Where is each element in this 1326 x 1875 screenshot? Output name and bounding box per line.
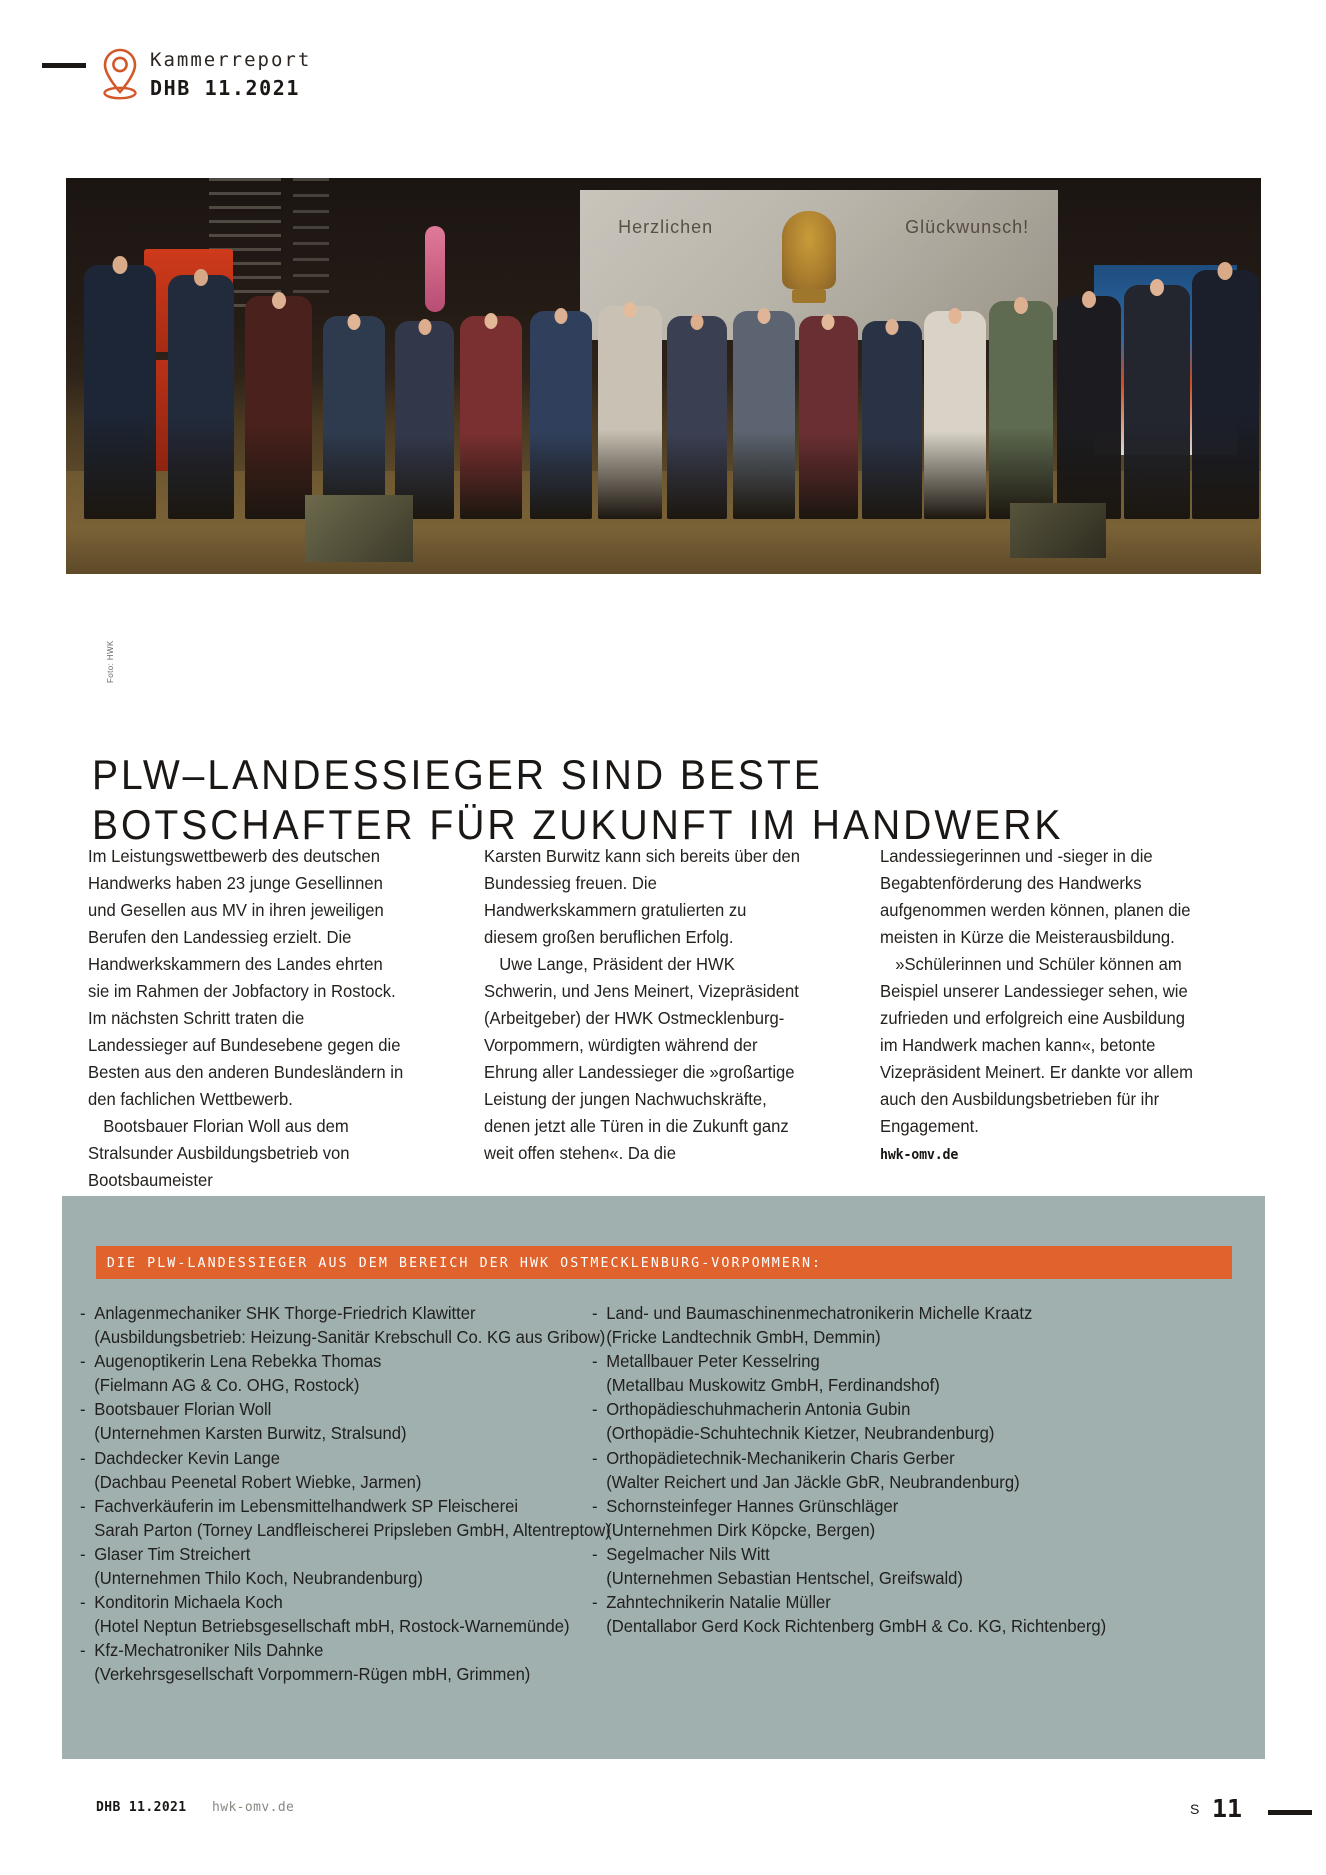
headline-line-1: PLW–LANDESSIEGER SIND BESTE	[92, 751, 823, 799]
paragraph: Im Leistungswettbewerb des deutschen Handwerks haben 23 junge Gesellinnen und Gesellen aus MV in ihren jeweiligen Berufen den Landessieg erzielt. Die Handwerkskammern des Landes ehrten sie im Rahmen der Jobfactory in Rostock. Im nächsten Schritt traten die Landessieger auf Bundesebene gegen die Besten aus den anderen Bundesländern in den fachlichen Wettbewerb.	[88, 846, 404, 1109]
list-item-title: Land- und Baumaschinenmechatronikerin Michelle Kraatz	[606, 1303, 1033, 1323]
list-bullet: -	[592, 1543, 598, 1564]
person-head	[1150, 279, 1164, 296]
list-item-detail: (Metallbau Muskowitz GmbH, Ferdinandshof)	[606, 1375, 940, 1396]
person-figure	[1124, 285, 1191, 518]
paragraph: »Schülerinnen und Schüler können am Beispiel unserer Landessieger sehen, wie zufrieden und erfolgreich eine Ausbildung im Handwerk machen kann«, betonte Vizepräsident Meinert. Er dankte vor allem auch den Ausbildungsbetrieben für ihr Engagement.	[880, 954, 1193, 1136]
list-item-detail: (Walter Reichert und Jan Jäckle GbR, Neubrandenburg)	[606, 1471, 1020, 1492]
photo-credit: Foto: HWK	[106, 640, 115, 683]
header-rule-icon	[42, 63, 86, 68]
list-item	[80, 1446, 612, 1494]
list-item	[592, 1494, 1162, 1542]
person-figure	[530, 311, 592, 519]
header-text-block	[150, 48, 311, 102]
list-bullet: -	[592, 1303, 598, 1323]
person-figure	[460, 316, 522, 519]
list-bullet: -	[80, 1303, 86, 1323]
person-head	[1218, 262, 1233, 280]
person-figure	[1057, 296, 1122, 519]
list-item	[80, 1638, 612, 1686]
person-head	[1014, 297, 1028, 314]
person-head	[949, 308, 962, 324]
list-bullet: -	[592, 1399, 598, 1420]
list-item	[592, 1349, 1162, 1397]
info-box	[62, 1196, 1265, 1759]
list-item-title: Orthopädietechnik-Mechanikerin Charis Gerber	[606, 1447, 955, 1468]
paragraph: Landessiegerinnen und -sieger in die Begabtenförderung des Handwerks aufgenommen werden können, planen die meisten in Kürze die Meisterausbildung.	[880, 846, 1191, 947]
list-bullet: -	[592, 1447, 598, 1468]
person-figure	[924, 311, 986, 519]
list-bullet: -	[80, 1447, 86, 1468]
list-item-title: Segelmacher Nils Witt	[606, 1543, 770, 1564]
list-item-title: Orthopädieschuhmacherin Antonia Gubin	[606, 1399, 911, 1420]
hero-photo	[66, 178, 1261, 574]
article-body	[88, 843, 1250, 1190]
list-bullet: -	[80, 1399, 86, 1420]
screen-text-right: Glückwunsch!	[905, 216, 1030, 237]
footer-url[interactable]: hwk-omv.de	[212, 1800, 295, 1815]
list-item	[80, 1494, 612, 1542]
stage-monitor-left	[305, 495, 413, 562]
list-item-detail: (Dentallabor Gerd Kock Richtenberg GmbH & Co. KG, Richtenberg)	[606, 1616, 1107, 1637]
list-item-detail: (Orthopädie-Schuhtechnik Kietzer, Neubrandenburg)	[606, 1423, 995, 1444]
list-item-detail: (Unternehmen Karsten Burwitz, Stralsund)	[94, 1423, 407, 1444]
person-head	[822, 314, 835, 330]
list-item-title: Augenoptikerin Lena Rebekka Thomas	[94, 1351, 382, 1372]
person-figure	[245, 296, 312, 519]
person-head	[690, 314, 703, 330]
person-figure	[84, 265, 156, 518]
person-head	[1082, 291, 1096, 308]
hero-photo-wrapper	[66, 178, 1261, 683]
paragraph: Bootsbauer Florian Woll aus dem Stralsunder Ausbildungsbetrieb von Bootsbaumeister	[88, 1116, 350, 1190]
paragraph: Karsten Burwitz kann sich bereits über den Bundessieg freuen. Die Handwerkskammern gratulierten zu diesem großen beruflichen Erfolg.	[484, 846, 801, 947]
screen-text-left: Herzlichen	[618, 216, 714, 237]
list-item	[592, 1397, 1162, 1445]
person-figure	[733, 311, 795, 519]
header-issue: DHB 11.2021	[150, 76, 301, 100]
list-bullet: -	[592, 1495, 598, 1516]
list-item-title: Zahntechnikerin Natalie Müller	[606, 1592, 831, 1613]
stage-monitor-right	[1010, 503, 1106, 558]
list-item-detail: (Dachbau Peenetal Robert Wiebke, Jarmen)	[94, 1471, 422, 1492]
footer-issue: DHB 11.2021	[96, 1800, 187, 1815]
body-column-3	[880, 843, 1196, 1169]
person-figure	[799, 316, 859, 519]
person-figure	[395, 321, 455, 519]
page-footer	[0, 1794, 1326, 1840]
list-item-detail: (Fricke Landtechnik GmbH, Demmin)	[606, 1327, 881, 1348]
person-head	[194, 269, 208, 286]
list-bullet: -	[80, 1495, 86, 1516]
list-item-title: Konditorin Michaela Koch	[94, 1592, 283, 1613]
body-column-2	[484, 843, 800, 1167]
list-item-title: Metallbauer Peter Kesselring	[606, 1351, 820, 1372]
person-figure	[989, 301, 1054, 519]
footer-page-prefix: S	[1190, 1801, 1200, 1817]
list-bullet: -	[80, 1351, 86, 1372]
list-item	[592, 1542, 1162, 1590]
person-figure	[1192, 270, 1259, 518]
list-item-detail: (Unternehmen Sebastian Hentschel, Greifswald)	[606, 1568, 963, 1589]
info-box-banner	[96, 1246, 1232, 1279]
list-item-title: Anlagenmechaniker SHK Thorge-Friedrich Klawitter	[94, 1303, 476, 1323]
list-item-title: Glaser Tim Streichert	[94, 1543, 251, 1564]
person-head	[418, 319, 431, 335]
winners-list-left	[80, 1301, 612, 1687]
list-item-title: Kfz-Mechatroniker Nils Dahnke	[94, 1640, 324, 1661]
person-head	[112, 256, 127, 274]
info-box-banner-label: DIE PLW-LANDESSIEGER AUS DEM BEREICH DER HWK OSTMECKLENBURG-VORPOMMERN:	[106, 1254, 823, 1271]
person-head	[624, 302, 637, 318]
person-head	[347, 314, 360, 330]
person-head	[554, 308, 567, 324]
list-item	[80, 1590, 612, 1638]
people-group	[66, 265, 1261, 518]
list-item-detail: Sarah Parton (Torney Landfleischerei Pripsleben GmbH, Altentreptow)	[94, 1519, 611, 1540]
person-figure	[168, 275, 235, 518]
winners-list-right	[592, 1301, 1162, 1638]
list-bullet: -	[592, 1351, 598, 1372]
list-item-detail: (Unternehmen Dirk Köpcke, Bergen)	[606, 1519, 876, 1540]
page-header	[0, 26, 1326, 100]
list-item-title: Schornsteinfeger Hannes Grünschläger	[606, 1495, 899, 1516]
page-title	[92, 750, 1189, 850]
person-figure	[598, 306, 663, 519]
article-link[interactable]: hwk-omv.de	[880, 1147, 959, 1163]
list-item	[80, 1397, 612, 1445]
list-item-title: Dachdecker Kevin Lange	[94, 1447, 281, 1468]
person-figure	[862, 321, 922, 519]
footer-rule-icon	[1268, 1810, 1312, 1815]
list-item	[80, 1542, 612, 1590]
list-item-detail: (Verkehrsgesellschaft Vorpommern-Rügen mbH, Grimmen)	[94, 1664, 531, 1685]
list-bullet: -	[80, 1640, 86, 1661]
location-pin-icon	[102, 48, 138, 100]
person-head	[885, 319, 898, 335]
list-item	[592, 1301, 1162, 1349]
list-item-detail: (Unternehmen Thilo Koch, Neubrandenburg)	[94, 1568, 423, 1589]
person-head	[272, 292, 286, 309]
person-figure	[667, 316, 727, 519]
person-figure	[323, 316, 385, 519]
list-item	[592, 1446, 1162, 1494]
list-item-detail: (Ausbildungsbetrieb: Heizung-Sanitär Krebschull Co. KG aus Gribow)	[94, 1327, 606, 1348]
body-column-1	[88, 843, 404, 1194]
header-kicker: Kammerreport	[150, 49, 312, 71]
list-item-title: Bootsbauer Florian Woll	[94, 1399, 272, 1420]
list-item-title: Fachverkäuferin im Lebensmittelhandwerk SP Fleischerei	[94, 1495, 519, 1516]
list-item-detail: (Fielmann AG & Co. OHG, Rostock)	[94, 1375, 360, 1396]
person-head	[757, 308, 770, 324]
list-bullet: -	[80, 1543, 86, 1564]
list-item	[80, 1349, 612, 1397]
headline-line-2: BOTSCHAFTER FÜR ZUKUNFT IM HANDWERK	[92, 801, 1064, 849]
list-item	[80, 1301, 612, 1349]
list-bullet: -	[592, 1592, 598, 1613]
list-item	[592, 1590, 1162, 1638]
person-head	[485, 313, 498, 329]
footer-page-number: 11	[1212, 1794, 1243, 1823]
list-bullet: -	[80, 1592, 86, 1613]
list-item-detail: (Hotel Neptun Betriebsgesellschaft mbH, Rostock-Warnemünde)	[94, 1616, 570, 1637]
paragraph: Uwe Lange, Präsident der HWK Schwerin, und Jens Meinert, Vizepräsident (Arbeitgeber) der HWK Ostmecklenburg-Vorpommern, würdigten während der Ehrung aller Landessieger die »großartige Leistung der jungen Nachwuchskräfte, denen jetzt alle Türen in die Zukunft ganz weit offen stehen«. Da die	[484, 954, 799, 1163]
